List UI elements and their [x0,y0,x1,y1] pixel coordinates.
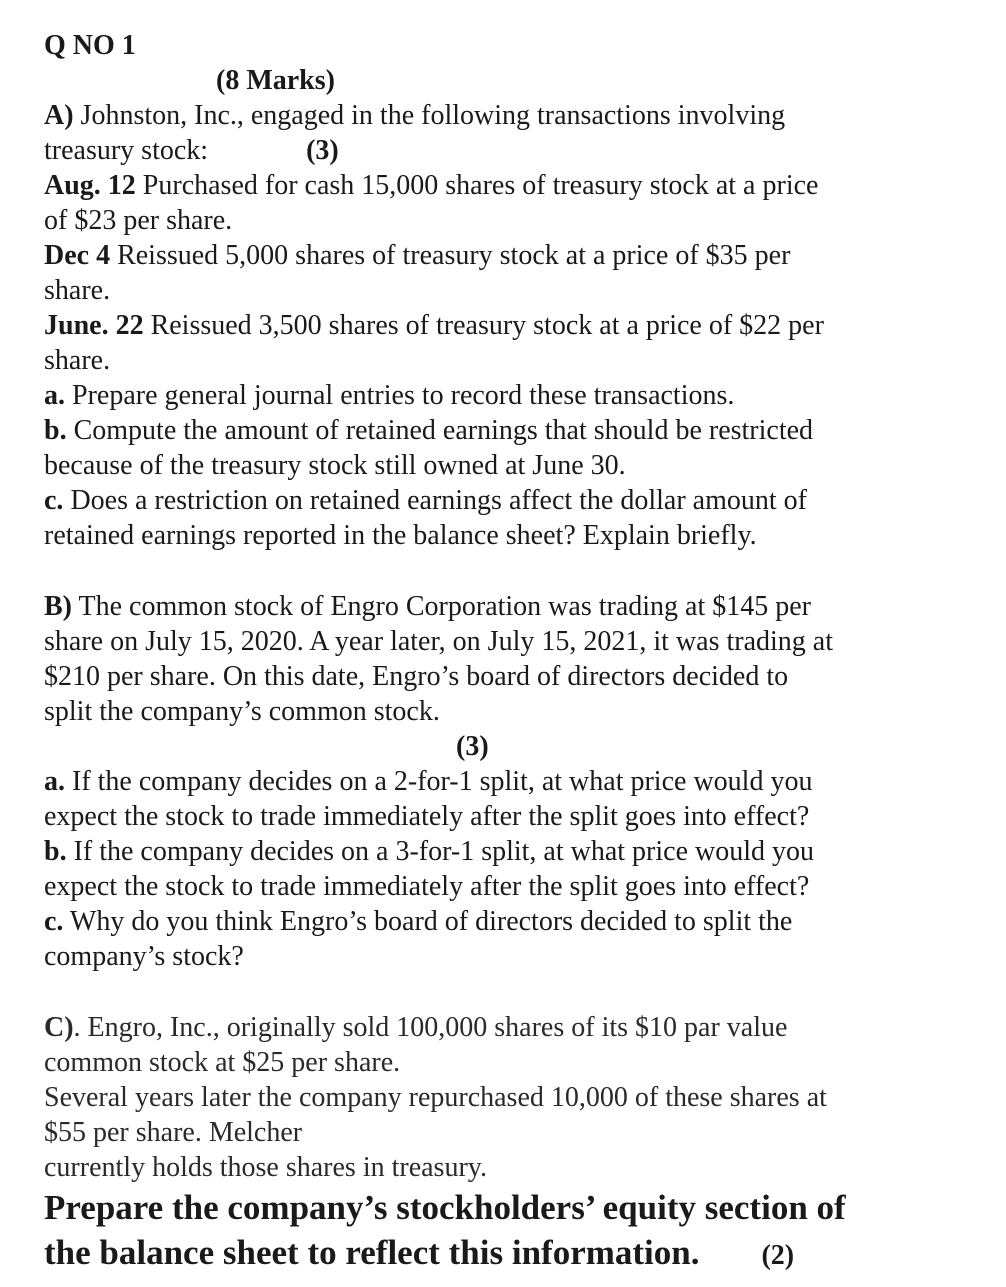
transaction-dec: Dec 4 Reissued 5,000 shares of treasury stock at a price of $35 per [44,240,791,271]
section-a-label: A) [44,100,74,131]
section-c-line: Several years later the company repurchased 10,000 of these shares at [44,1082,827,1113]
transaction-date: Aug. 12 [44,170,136,201]
section-b-question-b-cont: expect the stock to trade immediately after the split goes into effect? [44,871,810,902]
section-c-line: $55 per share. Melcher [44,1117,303,1148]
question-total-marks: (8 Marks) [216,65,335,96]
section-a-question-a: a. Prepare general journal entries to record these transactions. [44,380,735,411]
section-a-marks: (3) [306,135,339,166]
section-c-marks: (2) [761,1240,795,1271]
transaction-aug: Aug. 12 Purchased for cash 15,000 shares of treasury stock at a price [44,170,819,201]
section-b-question-b: b. If the company decides on a 3-for-1 split, at what price would you [44,836,815,867]
transaction-june: June. 22 Reissued 3,500 shares of treasury stock at a price of $22 per [44,310,824,341]
section-a-question-c: c. Does a restriction on retained earnings affect the dollar amount of [44,485,807,516]
section-b-question-a-cont: expect the stock to trade immediately after the split goes into effect? [44,801,810,832]
section-b-line: $210 per share. On this date, Engro’s board of directors decided to [44,661,789,692]
section-a-question-c-cont: retained earnings reported in the balance sheet? Explain briefly. [44,520,757,551]
section-b-intro: B) The common stock of Engro Corporation was trading at $145 per [44,591,811,622]
section-a [44,98,984,553]
section-b-question-c-cont: company’s stock? [44,941,244,972]
section-a-question-b-cont: because of the treasury stock still owned at June 30. [44,450,626,481]
section-b-line: split the company’s common stock. [44,696,440,727]
section-c-instruction: Prepare the company’s stockholders’ equity section of [44,1188,846,1227]
section-b-line: share on July 15, 2020. A year later, on July 15, 2021, it was trading at [44,626,833,657]
section-c-label: C) [44,1012,74,1043]
section-b-marks: (3) [456,731,489,762]
section-a-question-b: b. Compute the amount of retained earnings that should be restricted [44,415,814,446]
section-c-line: common stock at $25 per share. [44,1047,401,1078]
question-title: Q NO 1 [44,30,136,61]
spacer [44,974,984,1010]
transaction-aug-cont: of $23 per share. [44,205,233,236]
spacer [44,553,984,589]
section-c-intro: C). Engro, Inc., originally sold 100,000 shares of its $10 par value [44,1012,788,1043]
section-b [44,589,984,974]
section-b-question-a: a. If the company decides on a 2-for-1 split, at what price would you [44,766,813,797]
transaction-date: June. 22 [44,310,144,341]
section-c [44,1010,984,1278]
question-document [44,28,984,1278]
transaction-date: Dec 4 [44,240,111,271]
transaction-june-cont: share. [44,345,111,376]
section-b-question-c: c. Why do you think Engro’s board of directors decided to split the [44,906,793,937]
section-a-intro-cont: treasury stock: (3) [44,135,339,166]
section-a-intro: A) Johnston, Inc., engaged in the following transactions involving [44,100,786,131]
section-c-line: currently holds those shares in treasury. [44,1152,487,1183]
transaction-dec-cont: share. [44,275,111,306]
section-c-instruction-cont: the balance sheet to reflect this information. (2) [44,1230,984,1278]
section-b-label: B) [44,591,72,622]
